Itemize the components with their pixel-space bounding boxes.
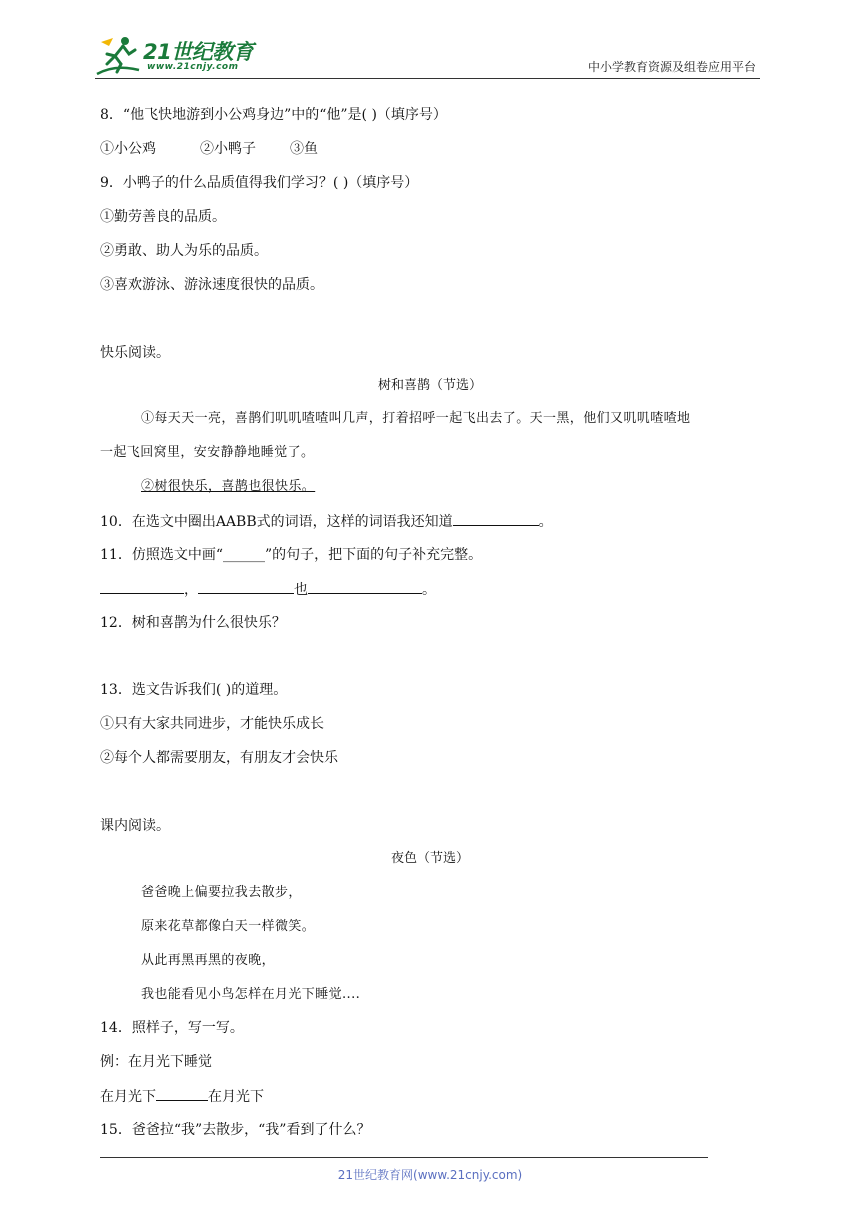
section-heading: 快乐阅读。 — [100, 345, 170, 361]
question-14-example: 例：在月光下睡觉 — [100, 1054, 212, 1070]
logo — [95, 34, 295, 76]
poem-line: 我也能看见小鸟怎样在月光下睡觉.... — [141, 987, 361, 1002]
section-heading: 课内阅读。 — [100, 818, 170, 834]
poem-line: 爸爸晚上偏要拉我去散步， — [141, 885, 302, 900]
question-8-options — [100, 139, 318, 159]
passage-title: 夜色（节选） — [390, 851, 469, 866]
question-11: 11．仿照选文中画“______”的句子，把下面的句子补充完整。 — [100, 547, 483, 563]
question-14: 14．照样子，写一写。 — [100, 1020, 244, 1036]
question-13: 13．选文告诉我们( )的道理。 — [100, 682, 288, 698]
question-9-option-1: ①勤劳善良的品质。 — [100, 209, 226, 225]
question-13-option-2: ②每个人都需要朋友，有朋友才会快乐 — [100, 750, 338, 766]
question-9-option-3: ③喜欢游泳、游泳速度很快的品质。 — [100, 277, 324, 293]
footer-divider — [100, 1157, 708, 1158]
connector-word: 也 — [294, 582, 308, 598]
answer-blank[interactable] — [198, 579, 294, 594]
question-11-fill — [100, 579, 436, 600]
passage-title: 树和喜鹊（节选） — [377, 378, 482, 393]
question-10-text: 10．在选文中圈出AABB式的词语，这样的词语我还知道 — [100, 514, 453, 530]
platform-name: 中小学教育资源及组卷应用平台 — [587, 60, 756, 74]
passage-paragraph-2-underlined: ②树很快乐，喜鹊也很快乐。 — [141, 479, 316, 494]
answer-blank[interactable] — [308, 579, 422, 594]
runner-logo-icon — [95, 34, 141, 76]
option: ②小鸭子 — [200, 141, 256, 157]
punctuation: ， — [184, 582, 198, 598]
question-9-option-2: ②勇敢、助人为乐的品质。 — [100, 243, 268, 259]
answer-blank[interactable] — [453, 511, 539, 526]
answer-blank[interactable] — [100, 579, 184, 594]
question-12: 12．树和喜鹊为什么很快乐？ — [100, 615, 286, 631]
punctuation: 。 — [422, 582, 436, 598]
punctuation: 。 — [538, 514, 553, 530]
question-8: 8．“他飞快地游到小公鸡身边”中的“他”是( )（填序号） — [100, 107, 447, 123]
phrase-suffix: 在月光下 — [208, 1089, 264, 1105]
footer-text: 21世纪教育网(www.21cnjy.com) — [337, 1168, 523, 1182]
answer-blank[interactable] — [156, 1086, 208, 1101]
page-header — [95, 32, 760, 79]
question-14-fill — [100, 1086, 264, 1107]
question-9: 9．小鸭子的什么品质值得我们学习？( )（填序号） — [100, 175, 419, 191]
passage-paragraph-1-cont: 一起飞回窝里，安安静静地睡觉了。 — [100, 445, 315, 460]
poem-line: 从此再黑再黑的夜晚， — [141, 953, 276, 968]
question-10 — [100, 511, 553, 532]
logo-url: www.21cnjy.com — [147, 62, 239, 72]
option: ①小公鸡 — [100, 141, 156, 157]
passage-paragraph-1: ①每天天一亮，喜鹊们叽叽喳喳叫几声，打着招呼一起飞出去了。天一黑，他们又叽叽喳喳地 — [141, 411, 691, 426]
logo-text: 21世纪教育 — [143, 40, 254, 64]
phrase-prefix: 在月光下 — [100, 1089, 156, 1105]
question-13-option-1: ①只有大家共同进步，才能快乐成长 — [100, 716, 324, 732]
option: ③鱼 — [290, 141, 318, 157]
poem-line: 原来花草都像白天一样微笑。 — [141, 919, 316, 934]
question-15: 15．爸爸拉“我”去散步，“我”看到了什么？ — [100, 1122, 371, 1138]
